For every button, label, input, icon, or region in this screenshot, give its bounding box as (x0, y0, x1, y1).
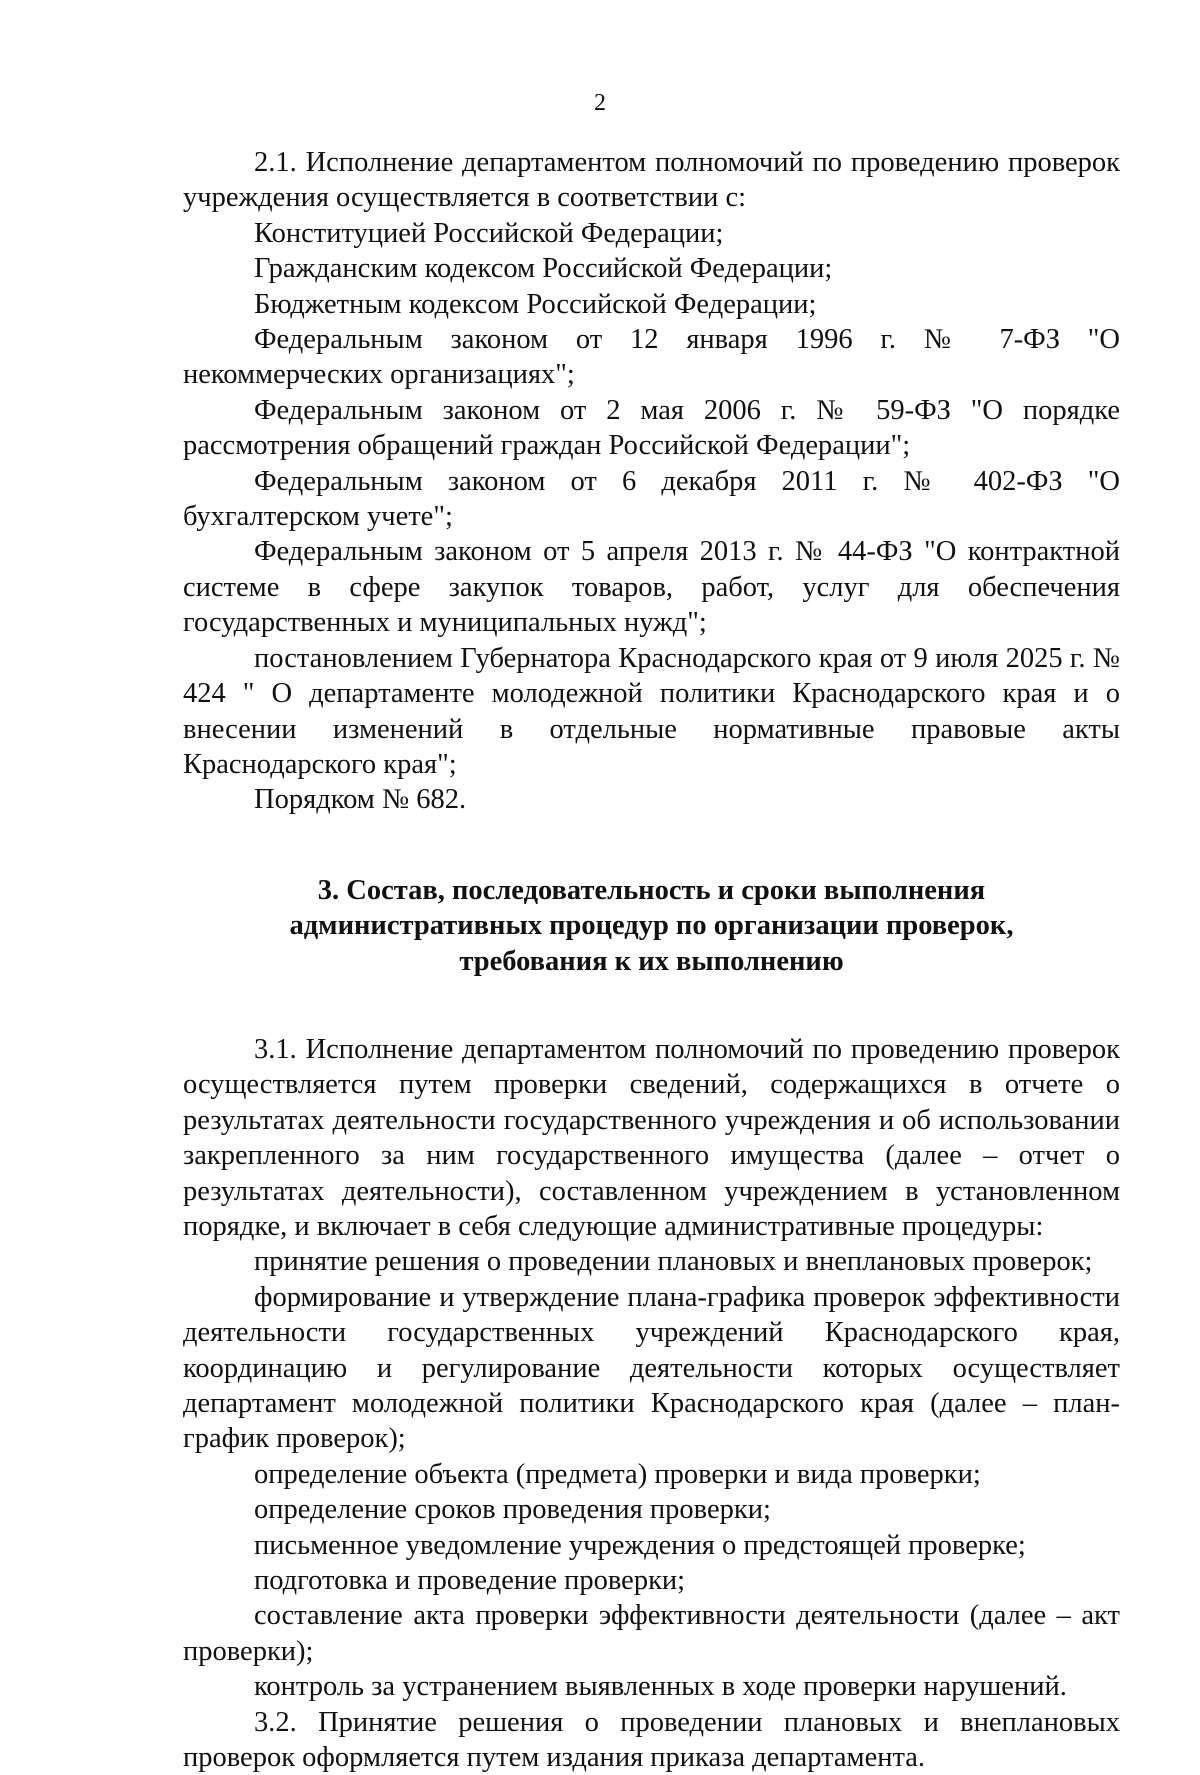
procedure-item: письменное уведомление учреждения о предстоящей проверке; (254, 1529, 1026, 1561)
list-item-law-7-fz: Федеральным законом от 12 января 1996 г. № 7-ФЗ "О некоммерческих организациях"; (183, 324, 1120, 391)
procedure-item: определение сроков проведения проверки; (254, 1494, 771, 1526)
procedure-item: определение объекта (предмета) проверки и вида проверки; (254, 1458, 981, 1490)
heading-line: требования к их выполнению (459, 945, 844, 977)
procedure-item: подготовка и проведение проверки; (254, 1565, 686, 1597)
procedure-item: контроль за устранением выявленных в ходе проверки нарушений. (254, 1671, 1067, 1703)
list-item-governor-resolution: постановлением Губернатора Краснодарского края от 9 июля 2025 г. № 424 " О департаменте молодежной политики Краснодарского края и о внесении изменений в отдельные нормативные правовые акты Краснодарского края"; (183, 642, 1120, 780)
list-item-civil-code: Гражданским кодексом Российской Федерации; (254, 253, 833, 285)
heading-line: административных процедур по организации проверок, (289, 910, 1014, 942)
section-2 (183, 145, 1120, 818)
document-body (183, 145, 1120, 1775)
list-item-law-59-fz: Федеральным законом от 2 мая 2006 г. № 59-ФЗ "О порядке рассмотрения обращений граждан Российской Федерации"; (183, 394, 1120, 462)
paragraph-3-1: 3.1. Исполнение департаментом полномочий по проведению проверок осуществляется путем проверки сведений, содержащихся в отчете о результатах деятельности государственного учреждения и об использовании закрепленного за ним государственного имущества (далее – отчет о результатах деятельности), составленном учреждением в установленном порядке, и включает в себя следующие административные процедуры: (183, 1033, 1120, 1242)
section-3-heading (183, 873, 1120, 979)
list-item-budget-code: Бюджетным кодексом Российской Федерации; (254, 288, 817, 320)
page-number: 2 (594, 90, 606, 116)
paragraph-3-2: 3.2. Принятие решения о проведении плановых и внеплановых проверок оформляется путем издания приказа департамента. (183, 1706, 1120, 1774)
section-3 (183, 1032, 1120, 1775)
heading-line: 3. Состав, последовательность и сроки выполнения (317, 874, 986, 906)
list-item-constitution: Конституцией Российской Федерации; (254, 217, 724, 249)
procedure-item: принятие решения о проведении плановых и внеплановых проверок; (254, 1246, 1093, 1278)
procedure-item: формирование и утверждение плана-графика проверок эффективности деятельности государственных учреждений Краснодарского края, координацию и регулирование деятельности которых осуществляет департамент молодежной политики Краснодарского края (далее – план-график проверок); (183, 1281, 1120, 1455)
paragraph-2-1-intro: 2.1. Исполнение департаментом полномочий по проведению проверок учреждения осуществляется в соответствии с: (183, 147, 1120, 214)
list-item-order-682: Порядком № 682. (254, 784, 467, 816)
list-item-law-402-fz: Федеральным законом от 6 декабря 2011 г. № 402-ФЗ "О бухгалтерском учете"; (183, 465, 1120, 533)
list-item-law-44-fz: Федеральным законом от 5 апреля 2013 г. № 44-ФЗ "О контрактной системе в сфере закупок товаров, работ, услуг для обеспечения государственных и муниципальных нужд"; (183, 536, 1120, 639)
procedure-item: составление акта проверки эффективности деятельности (далее – акт проверки); (183, 1600, 1120, 1667)
